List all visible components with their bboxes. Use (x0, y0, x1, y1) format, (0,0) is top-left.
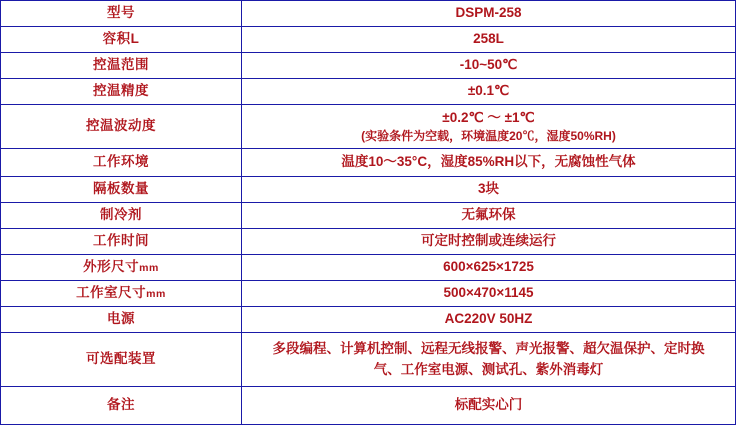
table-row (1, 79, 736, 105)
row-value (242, 333, 736, 387)
row-label-text: 控温波动度 (86, 118, 156, 134)
row-value-text: ±0.1℃ (467, 83, 510, 99)
row-label-text: 可选配装罝 (86, 351, 156, 367)
row-value-text: -10~50℃ (459, 57, 518, 73)
table-row (1, 307, 736, 333)
row-value (242, 387, 736, 425)
table-row (1, 149, 736, 177)
row-value-text: 无氟环保 (461, 207, 516, 223)
row-value-text: 600×625×1725 (443, 259, 534, 275)
row-value (242, 105, 736, 149)
row-value (242, 53, 736, 79)
row-label (1, 1, 242, 27)
row-value-text: 500×470×1145 (443, 285, 534, 301)
specification-table-body (1, 1, 736, 425)
table-row (1, 177, 736, 203)
row-value-text: 多段编程、计算机控制、远程无线报警、声光报警、超欠温保护、定时换气、工作室电源、测试孔、紫外消毒灯 (272, 341, 705, 377)
row-label-text: 外形尺寸 (83, 259, 140, 275)
row-label (1, 53, 242, 79)
row-value (242, 79, 736, 105)
row-value-text: DSPM-258 (455, 5, 522, 21)
row-value (242, 203, 736, 229)
row-label-text: 电源 (107, 311, 135, 327)
row-value (242, 1, 736, 27)
table-row (1, 229, 736, 255)
row-label (1, 79, 242, 105)
table-row (1, 203, 736, 229)
row-label-text: 工作环境 (93, 154, 149, 170)
row-label-unit: mm (139, 262, 159, 275)
row-label-text: 工作室尺寸 (76, 285, 147, 301)
row-value-text: AC220V 50HZ (444, 311, 533, 327)
row-value (242, 27, 736, 53)
row-value (242, 229, 736, 255)
row-label-text: 控温范围 (93, 57, 149, 73)
table-row (1, 333, 736, 387)
row-value-text: 标配实心门 (454, 397, 523, 413)
row-value (242, 177, 736, 203)
row-value (242, 307, 736, 333)
row-label (1, 333, 242, 387)
row-label (1, 281, 242, 307)
row-value (242, 281, 736, 307)
row-value-subtext: (实验条件为空载，环境温度20℃，湿度50%RH) (361, 128, 616, 143)
table-row (1, 255, 736, 281)
row-label (1, 105, 242, 149)
row-label (1, 255, 242, 281)
row-label (1, 229, 242, 255)
row-value-text: 可定时控制或连续运行 (421, 233, 556, 249)
table-row (1, 53, 736, 79)
table-row (1, 281, 736, 307)
table-row (1, 387, 736, 425)
row-label-text: 工作时间 (93, 233, 149, 249)
row-value-text: 258L (473, 31, 504, 47)
row-label-text: 制冷剂 (100, 207, 142, 223)
row-label (1, 177, 242, 203)
row-value-text: 温度10～35°C，湿度85%RH以下，无腐蚀性气体 (341, 154, 636, 170)
row-label-text: 容积L (102, 31, 140, 47)
table-row (1, 1, 736, 27)
row-value (242, 255, 736, 281)
table-row (1, 27, 736, 53)
row-value-text: ±0.2℃ ～ ±1℃ (442, 110, 535, 126)
row-label-text: 控温精度 (93, 83, 149, 99)
row-label-text: 隔板数量 (93, 181, 149, 197)
row-label (1, 307, 242, 333)
row-label (1, 203, 242, 229)
row-value (242, 149, 736, 177)
row-label-unit: mm (146, 288, 166, 301)
row-label (1, 27, 242, 53)
row-label (1, 149, 242, 177)
table-row (1, 105, 736, 149)
row-value-text: 3块 (477, 181, 499, 197)
row-label-text: 备注 (107, 397, 135, 413)
row-label-text: 型号 (107, 5, 135, 21)
row-label (1, 387, 242, 425)
